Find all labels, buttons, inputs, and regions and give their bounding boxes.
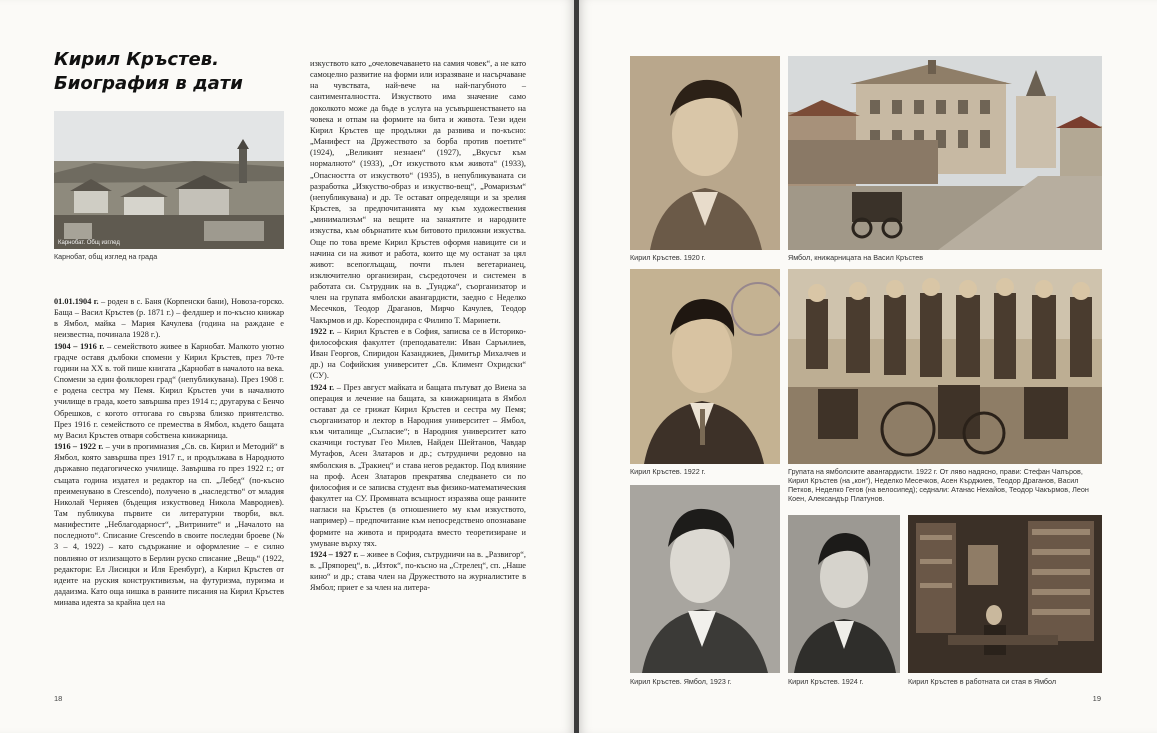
entry-date: 1916 – 1922 г. bbox=[54, 442, 104, 452]
entry-date: 1924 – 1927 г. bbox=[310, 549, 359, 559]
right-page bbox=[579, 0, 1157, 733]
portrait-1923-photo bbox=[630, 485, 780, 673]
entry-text: изкуството като „очеловечаването на самия човек“, а не като самоцелно развитие на форми или изразяване и насърчаване на чувствата, най-вече на най-пагубното – сантименталността. Изкуството има значение само доколкото може да бъде в услуга на усъвършенстването на човека и отпам на формите на бита и живота. Тези идеи Кирил Кръстев ще продължи да развива и по-късно: „Манифест на Дружеството за борба против поетите“ (1924), „Великият незнаен“ (1927), „Вкусът към нормалното“ (1933), „От изкуството към живота“ (1933), „Опасността от изкуството“ (1935), в непубликуваната си разработка „Изкуство-образ и изкуство-вещ“, „Ромаризъм“ (непубликувана) и др. Те остават определящи и за зрелия Кръстев, за предпочитанията му към художествения „минимализъм“ на вещите на занаятите и народните изкуства, към обърнатите към битовото приложни изкуства. Още по това време Кирил Кръстев оформя навиците си и начина си на живот и работа, които ще му останат за цял живот: всепоглъщащ, почти пълен вегетарианец, изключително организиран, съсредоточен и системен в работата си. Сътрудник на в. „Тунджа“, съорганизатор и член на групата ямболски авангардисти, заедно с Неделко Месечков, Теодор Драганов, Мирчо Качулев, Теодор Чакърмов и др. Кореспондира с Филипо Т. Маринети. bbox=[310, 59, 526, 325]
entry-date: 1904 – 1916 г. bbox=[54, 341, 105, 351]
portrait-illustration bbox=[630, 56, 780, 250]
portrait-1922-photo bbox=[630, 269, 780, 464]
title-line-1: Кирил Кръстев. bbox=[54, 49, 219, 70]
page-number-right: 19 bbox=[1092, 694, 1101, 703]
caption-portrait-1923: Кирил Кръстев. Ямбол, 1923 г. bbox=[630, 677, 732, 686]
portrait-illustration bbox=[630, 269, 780, 464]
portrait-illustration bbox=[788, 515, 900, 673]
street-illustration bbox=[788, 56, 1102, 250]
entry-text: – роден в с. Баня (Корпенски бани), Новоза-горско. Баща – Васил Кръстев (р. 1871 г.) – фелдшер и по-късно книжар в Ямбол, майка – Мария Качулева (година на раждане е неизвестна, починала 1928 г.). bbox=[54, 297, 284, 340]
karnobat-photo bbox=[54, 111, 284, 249]
group-illustration bbox=[788, 269, 1102, 464]
caption-portrait-1924: Кирил Кръстев. 1924 г. bbox=[788, 677, 864, 686]
entry-1922 bbox=[310, 326, 526, 382]
karnobat-town-illustration bbox=[54, 111, 284, 249]
entry-text: – През август майката и бащата пътуват до Виена за операция и лечение на бащата, за книжарницата в Ямбол остават да се грижат Кирил Кръстев и сестра му Пемя; съорганизатор и лектор в Народния университет – Ямбол, към читалище „Съгласие“; в Народния университет като сказчици гостуват Гео Милев, Найден Шейтанов, Чавдар Мутафов, Асен Златаров и др.; сътрудничи редовно на ямболския в. „Тракиец“ и става негов редактор. Под влияние на проф. Асен Златаров прекратява следването си по философия и се записва студент във физико-математическия факултет на СУ. Промяната всъщност изразява още ранните нагласи на Кръстев (в отношението му към изкуството, например) – предпочитание към непосредствено опознаване формите на живота и природата вместо теоретизиране и умуване върху тях. bbox=[310, 382, 527, 548]
portrait-illustration bbox=[630, 485, 780, 673]
photo-inscription: Карнобат. Общ изглед bbox=[58, 240, 120, 246]
entry-text: – живее в София, сътрудничи на в. „Развигор“, в. „Пряпорец“, в. „Изток“, по-късно на „Стрелец“, сп. „Наше кино“ и др.; става член на Дружеството на журналистите в Ямбол; приет е за член на литера- bbox=[310, 549, 526, 593]
biography-column-2 bbox=[310, 58, 526, 594]
entry-1924-1927 bbox=[310, 549, 526, 594]
karnobat-caption: Карнобат, общ изглед на града bbox=[54, 252, 158, 261]
entry-1904-birth bbox=[54, 296, 284, 341]
entry-text: – учи в прогимназия „Св. св. Кирил и Методий“ в Ямбол, която завършва през 1917 г., и продължава в Народното държавно педагогическо училище. Завършва го през 1922 г.; от същата година издател и редактор на сп. „Лебед“ (по-късно преименувано в Crescendo), получено в „наследство“ от младия Николай Черняев (бъдещия изкуствовед Никола Мавродиев). Там публикува първите си литературни творби, вкл. манифестите „Неблагодарност“, „Витрините“ и „Началото на последното“. Списание Crescendo в своите последни броеве (№ 3 – 4, 1922) – като съдържание и оформление – е силно повлияно от излизащото в Берлин руско списание „Вещь“ (1922, редактори: Ел Лисицки и Иля Еренбург), а Кирил Кръстев от идеите на руския конструктивизъм, на футуризма, пуризма и дадаизма. Като оща нишка в ранните писания на Кирил Кръстев минава идеята за крайна цел на bbox=[54, 442, 284, 608]
entry-date: 1924 г. bbox=[310, 382, 335, 392]
avantgarde-group-photo bbox=[788, 269, 1102, 464]
page-number-left: 18 bbox=[54, 694, 63, 703]
entry-continuation bbox=[310, 58, 526, 326]
caption-portrait-1920: Кирил Кръстев. 1920 г. bbox=[630, 253, 706, 262]
working-room-photo bbox=[908, 515, 1102, 673]
room-illustration bbox=[908, 515, 1102, 673]
entry-date: 01.01.1904 г. bbox=[54, 297, 99, 306]
entry-text: – семейството живее в Карнобат. Малкото уютно градче оставя дълбоки спомени у Кирил Кръстев, през 70-те години на XX в. той пише книгата „Карнобат в началото на века. Спомени за един фолклорен град“ (непубликувана). През 1908 г. е родена сестра му Пемя. Кирил Кръстев учи в началното училище в града, което завършва през 1914 г.; другарува с Бенчо Обрешков, с когото оттогава го свързва близко приятелство. През 1916 г. семейството се премества в Ямбол, където бащата му Васил Кръстев отваря собствена книжарница. bbox=[54, 341, 285, 440]
caption-working-room: Кирил Кръстев в работната си стая в Ямбол bbox=[908, 677, 1057, 686]
page-title bbox=[54, 48, 284, 96]
portrait-1924-photo bbox=[788, 515, 900, 673]
caption-portrait-1922: Кирил Кръстев. 1922 г. bbox=[630, 467, 706, 476]
entry-1904-1916 bbox=[54, 341, 284, 441]
left-page bbox=[0, 0, 574, 733]
caption-bookshop: Ямбол, книжарницата на Васил Кръстев bbox=[788, 253, 924, 262]
yambol-bookshop-photo bbox=[788, 56, 1102, 250]
entry-date: 1922 г. bbox=[310, 326, 335, 336]
portrait-1920-photo bbox=[630, 56, 780, 250]
entry-text: – Кирил Кръстев е в София, записва се в Историко-философския факултет (преподаватели: Иван Саръилиев, Иван Георгов, Спиридон Казанджиев, Димитър Михалчев и др.) на Софийския университет „Св. Климент Охридски“ (СУ). bbox=[310, 326, 526, 381]
title-line-2: Биография в дати bbox=[54, 73, 243, 94]
caption-group: Групата на ямболските авангардисти. 1922 г. От ляво надясно, прави: Стефан Чапъров, Кирил Кръстев (на „кон“), Неделко Месечков, Асен Кърджиев, Теодор Драганов, Васил Петков, Неделко Гегов (на велосипед); седнали: Атанас Нехайов, Теодор Чакърмов, Леон Коен, Александър Платунов. bbox=[788, 467, 1089, 503]
biography-column-1 bbox=[54, 296, 284, 608]
entry-1916-1922 bbox=[54, 441, 284, 608]
entry-1924 bbox=[310, 382, 526, 549]
